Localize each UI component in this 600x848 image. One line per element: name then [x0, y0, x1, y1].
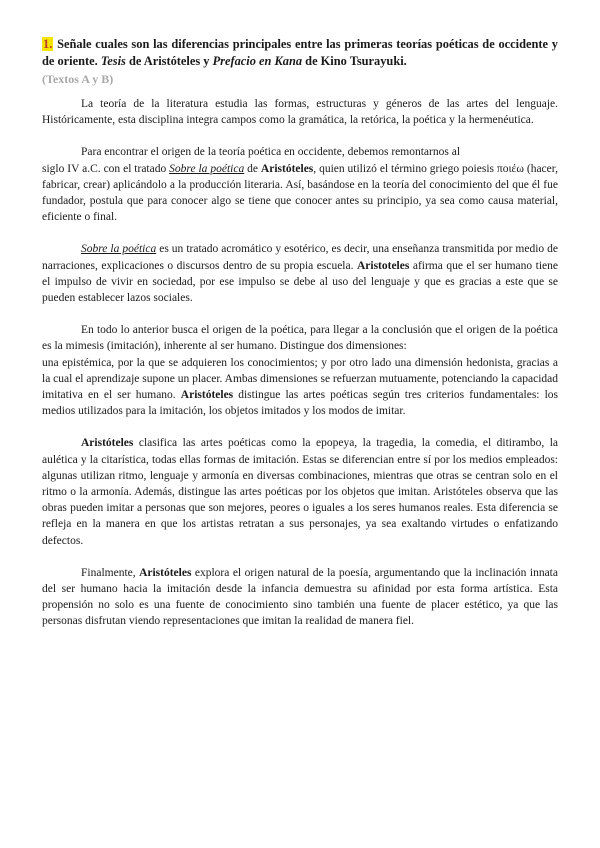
document-body — [42, 96, 558, 646]
paragraph-1 — [42, 96, 558, 128]
p2-line-2 — [42, 161, 558, 226]
p1-text: La teoría de la literatura estudia las formas, estructuras y géneros de las artes del lenguaje. Históricamente, esta disciplina integra campos como la gramática, la retórica, la poética y la hermenéutica. — [42, 98, 558, 127]
heading-subtitle: (Textos A y B) — [42, 72, 114, 86]
p2-work-title: Sobre la poética — [169, 162, 245, 175]
p2-text-a: Para encontrar el origen de la teoría poética en occidente, debemos remontarnos al — [81, 146, 461, 159]
p2-text-c: de — [244, 162, 261, 175]
p2-author: Aristóteles — [260, 162, 314, 175]
p6-text-a: Finalmente, — [81, 566, 140, 579]
p4-text-c: distingue las artes poéticas según tres criterios fundamentales: los medios utilizados para la imitación, los objetos imitados y los modos de imitar. — [42, 389, 558, 418]
heading-tesis: Tesis — [100, 54, 126, 68]
paragraph-2 — [42, 144, 558, 225]
p6-text-b: explora el origen natural de la poesía, argumentando que la inclinación innata del ser humano hacia la imitación desde la infancia demuestra su afinidad por esta forma artística. Esta propensión no solo es una fuente de conocimiento sino también una fuente de placer estético, ya que las personas disfrutan viendo representaciones que imitan la realidad de manera fiel. — [42, 566, 558, 628]
heading-text-mid2: de Kino Tsurayuki. — [302, 54, 407, 68]
p5-text-a: clasifica las artes poéticas como la epopeya, la tragedia, la comedia, el ditirambo, la aulética y la citarística, todas ellas formas de imitación. Estas se diferencian entre sí por los medios empleados: algunas utilizan ritmo, lenguaje y armonía en diversas combinaciones, mientras que otras se centran solo en el ritmo o la armonía. Además, distingue las artes poéticas por los objetos que imitan. Aristóteles observa que las obras pueden imitar a personas que son mejores, peores o iguales a los seres humanos reales. Esta diferencia se refleja en la manera en que los artistas retratan a sus personajes, ya sea exaltando virtudes o enfatizando defectos. — [42, 437, 558, 547]
paragraph-4 — [42, 322, 558, 419]
question-number: 1. — [43, 37, 53, 51]
question-heading — [42, 36, 558, 70]
p2-text-b: siglo IV a.C. con el tratado — [42, 162, 170, 175]
p4-text-b: una epistémica, por la que se adquieren los conocimientos; y por otro lado una dimensión hedonista, gracias a la cual el aprendizaje supone un placer. Ambas dimensiones se refuerzan mutuamente, potenciando la capacidad imitativa en el ser humano. — [42, 356, 559, 402]
heading-prefacio: Prefacio en Kana — [212, 54, 303, 68]
paragraph-6 — [42, 565, 558, 630]
p4-author: Aristóteles — [180, 389, 234, 402]
p3-author: Aristoteles — [356, 259, 410, 272]
paragraph-3 — [42, 241, 558, 306]
p4-line-2 — [42, 355, 558, 420]
p5-author: Aristóteles — [81, 437, 134, 450]
p6-author: Aristóteles — [139, 566, 192, 579]
p4-text-a: En todo lo anterior busca el origen de la poética, para llegar a la conclusión que el origen de la poética es la mimesis (imitación), inherente al ser humano. Distingue dos dimensiones: — [42, 324, 558, 353]
p2-text-d: , quien utilizó el término griego poiesis ποιέω (hacer, fabricar, crear) aplicándolo a la producción literaria. Así, basándose en la teoría del conocimiento del que él fue fundador, postula que para conocer algo se tiene que conocer antes su principio, ya sea como causa material, eficiente o final. — [42, 162, 559, 224]
p3-text-a: es un tratado acromático y esotérico, es decir, una enseñanza transmitida por medio de narraciones, explicaciones o discursos dentro de su propia escuela. — [42, 243, 559, 272]
heading-text-mid1: de Aristóteles y — [125, 54, 213, 68]
p3-text-b: afirma que el ser humano tiene el impulso de vivir en sociedad, por ese impulso se debe al uso del lenguaje y que es gracias a este que se pueden establecer lazos sociales. — [42, 259, 558, 305]
heading-text: Señale cuales son las diferencias principales entre las primeras teorías poéticas de occidente y de oriente. — [42, 37, 559, 68]
p3-work-title: Sobre la poética — [81, 243, 157, 256]
paragraph-5 — [42, 435, 558, 548]
